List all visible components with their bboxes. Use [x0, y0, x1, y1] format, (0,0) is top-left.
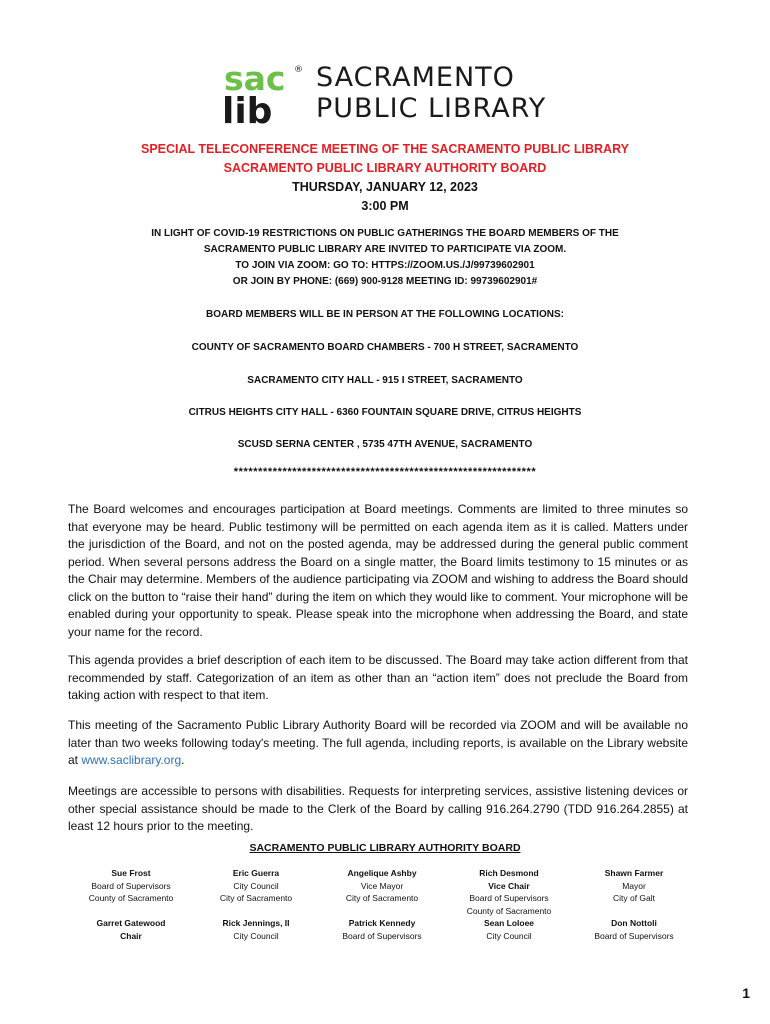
participation-paragraph: The Board welcomes and encourages participation at Board meetings. Comments are limited to three minutes so that everyone may be heard. Public testimony will be permitted on each agenda item as it is called. Matters under the jurisdiction of the Board, and not on the posted agenda, may be addressed during the general public comment period. When several persons address the Board on a single matter, the Board limits testimony to 15 minutes or as the Chair may determine. Members of the audience participating via ZOOM and wishing to address the Board should click on the button to “raise their hand” during the item on which they would like to comment. Your microphone will be enabled during your opportunity to speak. Please speak into the microphone when addressing the Board, and state your name for the record.	[68, 502, 688, 639]
member-role: Vice Mayor	[360, 880, 404, 891]
library-website-link[interactable]: www.saclibrary.org	[81, 753, 182, 767]
logo-wordmark	[316, 62, 546, 124]
member-agency: City of Galt	[612, 893, 656, 903]
logo-mark-bottom: lib	[222, 91, 273, 126]
board-member	[574, 867, 694, 905]
board-member	[322, 917, 442, 942]
accessibility-paragraph: Meetings are accessible to persons with disabilities. Requests for interpreting services, assistive listening devices or other special assistance should be made to the Clerk of the Board by calling 916.264.2790 (TDD 916.264.2855) at least 12 hours prior to the meeting.	[68, 784, 688, 833]
member-name: Sean Loloee	[483, 918, 535, 928]
member-role: Mayor	[622, 880, 646, 891]
member-role: Board of Supervisors	[342, 930, 422, 941]
zoom-link-line: TO JOIN VIA ZOOM: GO TO: HTTPS://ZOOM.US./J/99739602901	[235, 260, 535, 271]
meeting-time: 3:00 PM	[361, 199, 409, 213]
board-member	[322, 867, 442, 905]
member-name: Shawn Farmer	[604, 868, 664, 878]
logo-line-2: PUBLIC LIBRARY	[316, 93, 547, 124]
asterisk-divider: **************************************************************	[233, 466, 537, 478]
board-member	[196, 867, 316, 905]
member-name: Rich Desmond	[479, 868, 539, 878]
member-role: City Council	[233, 930, 279, 941]
member-agency: City of Sacramento	[345, 893, 419, 903]
member-role: Board of Supervisors	[91, 880, 171, 891]
page-number: 1	[742, 985, 750, 1001]
member-role: Board of Supervisors	[594, 930, 674, 941]
notice-line-1: IN LIGHT OF COVID-19 RESTRICTIONS ON PUBLIC GATHERINGS THE BOARD MEMBERS OF THE	[151, 228, 619, 239]
board-member	[574, 917, 694, 942]
locations-heading: BOARD MEMBERS WILL BE IN PERSON AT THE FOLLOWING LOCATIONS:	[206, 309, 564, 320]
board-member	[449, 867, 569, 917]
board-member	[71, 867, 191, 905]
board-name-title: SACRAMENTO PUBLIC LIBRARY AUTHORITY BOARD	[223, 161, 547, 175]
member-name: Eric Guerra	[232, 868, 280, 878]
recording-text: This meeting of the Sacramento Public Library Authority Board will be recorded via ZOOM and will be available no later than two weeks following today's meeting. The full agenda, including reports, is available on the Library website at	[68, 718, 688, 767]
member-role: City Council	[486, 930, 532, 941]
phone-line: OR JOIN BY PHONE: (669) 900-9128 MEETING ID: 99739602901#	[232, 276, 538, 287]
board-member	[449, 917, 569, 942]
registered-mark: ®	[294, 65, 303, 75]
board-member	[71, 917, 191, 942]
member-name: Garret Gatewood	[96, 918, 166, 928]
sac-lib-logo-mark	[222, 60, 314, 126]
member-body: Board of Supervisors	[469, 893, 549, 903]
member-name: Rick Jennings, II	[222, 918, 290, 928]
member-agency: County of Sacramento	[88, 893, 174, 903]
recording-text-end: .	[181, 753, 185, 767]
meeting-date: THURSDAY, JANUARY 12, 2023	[292, 180, 478, 194]
recording-paragraph	[68, 717, 688, 770]
location-item: SCUSD SERNA CENTER , 5735 47TH AVENUE, SACRAMENTO	[237, 439, 533, 450]
member-role: Vice Chair	[488, 880, 530, 891]
board-member	[196, 917, 316, 942]
member-name: Sue Frost	[111, 868, 151, 878]
logo-line-1: SACRAMENTO	[316, 62, 515, 93]
notice-line-2: SACRAMENTO PUBLIC LIBRARY ARE INVITED TO PARTICIPATE VIA ZOOM.	[203, 244, 567, 255]
location-item: COUNTY OF SACRAMENTO BOARD CHAMBERS - 700 H STREET, SACRAMENTO	[191, 342, 579, 353]
member-name: Don Nottoli	[611, 918, 657, 928]
library-logo	[222, 58, 552, 128]
meeting-title: SPECIAL TELECONFERENCE MEETING OF THE SACRAMENTO PUBLIC LIBRARY	[141, 142, 629, 156]
location-item: SACRAMENTO CITY HALL - 915 I STREET, SACRAMENTO	[247, 375, 523, 386]
member-agency: County of Sacramento	[466, 905, 552, 916]
location-item: CITRUS HEIGHTS CITY HALL - 6360 FOUNTAIN SQUARE DRIVE, CITRUS HEIGHTS	[188, 407, 582, 418]
member-agency: City of Sacramento	[219, 893, 293, 903]
member-name: Patrick Kennedy	[348, 918, 416, 928]
member-role: Chair	[120, 930, 142, 941]
member-name: Angelique Ashby	[347, 868, 417, 878]
member-role: City Council	[233, 880, 279, 891]
agenda-paragraph: This agenda provides a brief description of each item to be discussed. The Board may take action different from that recommended by staff. Categorization of an item as other than an “action item” does not preclude the Board from taking action with respect to that item.	[68, 653, 688, 702]
board-list-title: SACRAMENTO PUBLIC LIBRARY AUTHORITY BOARD	[249, 842, 521, 854]
logo-mark-top: sac	[224, 60, 286, 98]
